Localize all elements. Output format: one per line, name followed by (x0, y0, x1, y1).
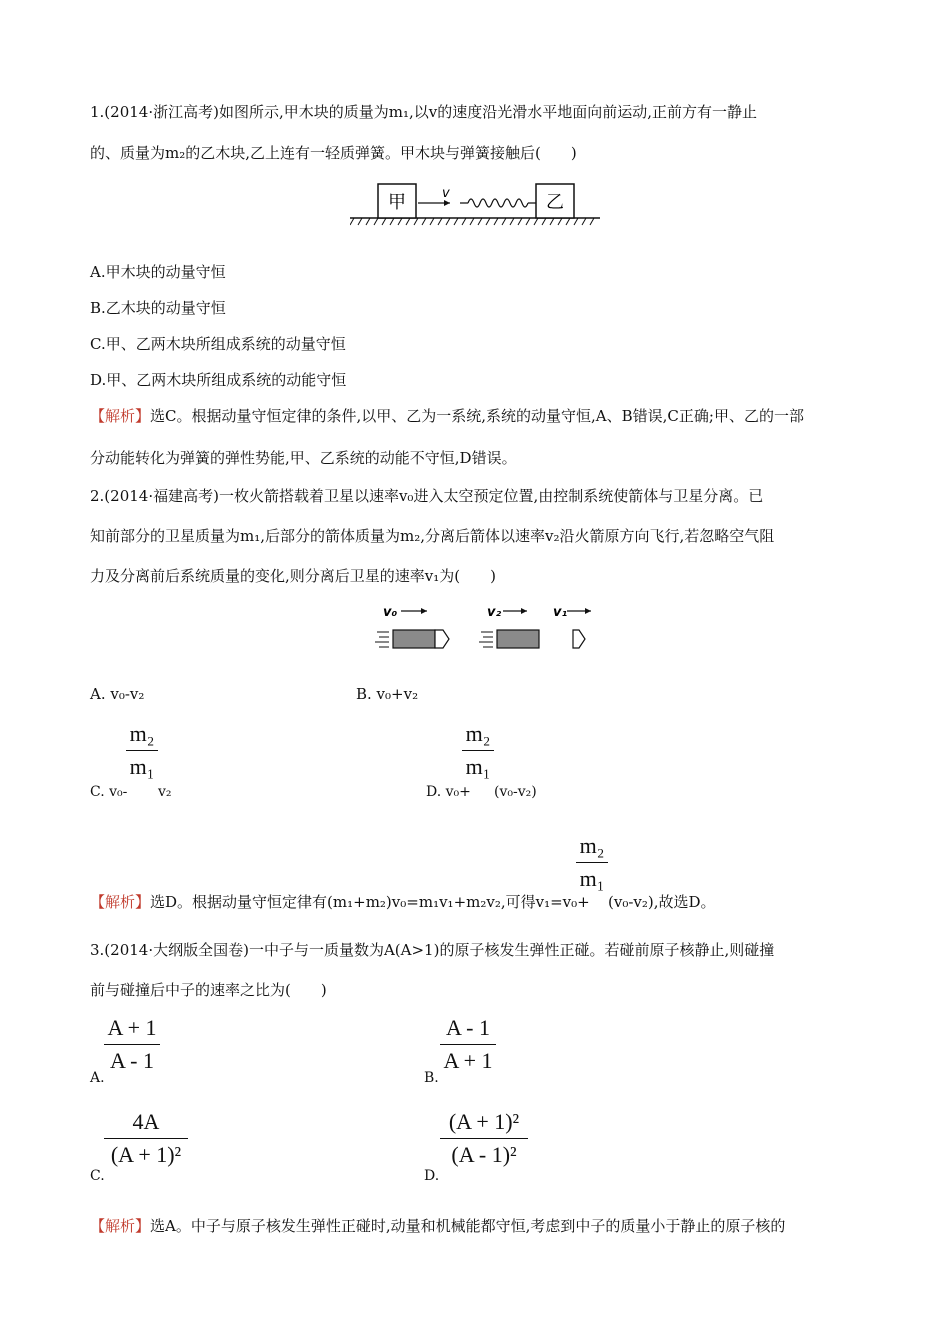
fraction-bar (104, 1138, 188, 1139)
satellite (573, 630, 585, 648)
fraction-bar (104, 1044, 160, 1045)
q1-analysis-line1 (90, 406, 804, 426)
fraction-denominator: m₁ (129, 754, 155, 779)
analysis-tag: 【解析】 (90, 1217, 151, 1235)
q3-option-c-fraction (104, 1108, 188, 1169)
q2-option-a: A. v₀-v₂ (90, 685, 145, 703)
fraction-denominator: A + 1 (443, 1048, 493, 1073)
analysis-text: 选A。中子与原子核发生弹性正碰时,动量和机械能都守恒,考虑到中子的质量小于静止的原子核的 (150, 1217, 786, 1235)
rocket-body (393, 630, 435, 648)
fraction-numerator: 4A (132, 1109, 160, 1134)
block-b-label: 乙 (546, 192, 564, 213)
q2-option-c-fraction (126, 720, 158, 781)
fraction-denominator: m₁ (465, 754, 491, 779)
q3-option-c-label: C. (90, 1168, 105, 1184)
fraction-bar (576, 862, 608, 863)
block-a-label: 甲 (388, 192, 406, 213)
fraction-denominator: (A - 1)² (451, 1142, 517, 1167)
fraction-numerator: (A + 1)² (448, 1109, 520, 1134)
q3-analysis-line (90, 1216, 785, 1236)
fraction-numerator: m₂ (579, 833, 605, 858)
q2-option-c-suffix: v₂ (158, 784, 172, 800)
q2-option-d-prefix: D. v₀+ (426, 784, 471, 800)
fraction-bar (440, 1138, 528, 1139)
fraction-numerator: A + 1 (107, 1015, 157, 1040)
fraction-numerator: m₂ (465, 721, 491, 746)
fraction-bar (440, 1044, 496, 1045)
velocity-label: v (442, 186, 450, 201)
q3-option-d-label: D. (424, 1168, 440, 1184)
q1-option-a: A.甲木块的动量守恒 (90, 263, 226, 281)
q2-option-d-fraction (462, 720, 494, 781)
analysis-tag: 【解析】 (90, 407, 151, 425)
q2-option-d-suffix: (v₀-v₂) (494, 784, 537, 800)
spring-blocks-figure (350, 178, 600, 234)
q1-option-b: B.乙木块的动量守恒 (90, 299, 226, 317)
q2-analysis-suffix: (v₀-v₂),故选D。 (608, 893, 716, 911)
q3-option-a-fraction (104, 1014, 160, 1075)
analysis-text: 选D。根据动量守恒定律有(m₁+m₂)v₀=m₁v₁+m₂v₂,可得v₁=v₀+ (150, 893, 590, 911)
fraction-denominator: A - 1 (110, 1048, 154, 1073)
q3-option-b-label: B. (424, 1070, 439, 1086)
v0-label: v₀ (383, 605, 398, 620)
q2-option-c-prefix: C. v₀- (90, 784, 128, 800)
v1-label: v₁ (553, 605, 568, 620)
q2-stem-line3: 力及分离前后系统质量的变化,则分离后卫星的速率v₁为( ) (90, 567, 496, 585)
q1-option-d: D.甲、乙两木块所组成系统的动能守恒 (90, 371, 347, 389)
q3-option-d-fraction (440, 1108, 528, 1169)
q1-option-c: C.甲、乙两木块所组成系统的动量守恒 (90, 335, 346, 353)
q2-stem-line1: 2.(2014·福建高考)一枚火箭搭载着卫星以速率v₀进入太空预定位置,由控制系统使箭体与卫星分离。已 (90, 487, 764, 505)
rocket-figure (375, 600, 605, 662)
q2-analysis-fraction (576, 832, 608, 893)
q3-stem-line1: 3.(2014·大纲版全国卷)一中子与一质量数为A(A>1)的原子核发生弹性正碰。若碰前原子核静止,则碰撞 (90, 941, 775, 959)
q3-option-b-fraction (440, 1014, 496, 1075)
q1-analysis-line2: 分动能转化为弹簧的弹性势能,甲、乙系统的动能不守恒,D错误。 (90, 449, 517, 467)
fraction-denominator: m₁ (579, 866, 605, 891)
q3-option-a-label: A. (90, 1070, 105, 1086)
fraction-numerator: m₂ (129, 721, 155, 746)
q2-option-b: B. v₀+v₂ (356, 685, 419, 703)
fraction-numerator: A - 1 (446, 1015, 490, 1040)
q3-stem-line2: 前与碰撞后中子的速率之比为( ) (90, 981, 327, 999)
q2-analysis-line (90, 892, 590, 912)
spring (460, 199, 536, 207)
fraction-bar (126, 750, 158, 751)
q1-stem-line1: 1.(2014·浙江高考)如图所示,甲木块的质量为m₁,以v的速度沿光滑水平地面向前运动,正前方有一静止 (90, 103, 757, 121)
fraction-denominator: (A + 1)² (110, 1142, 182, 1167)
analysis-text: 选C。根据动量守恒定律的条件,以甲、乙为一系统,系统的动量守恒,A、B错误,C正确;甲、乙的一部 (150, 407, 804, 425)
q2-stem-line2: 知前部分的卫星质量为m₁,后部分的箭体质量为m₂,分离后箭体以速率v₂沿火箭原方向飞行,若忽略空气阻 (90, 527, 775, 545)
rocket-body-separated (497, 630, 539, 648)
q1-stem-line2: 的、质量为m₂的乙木块,乙上连有一轻质弹簧。甲木块与弹簧接触后( ) (90, 144, 577, 162)
analysis-tag: 【解析】 (90, 893, 151, 911)
fraction-bar (462, 750, 494, 751)
rocket-nose (435, 630, 449, 648)
v2-label: v₂ (487, 605, 502, 620)
